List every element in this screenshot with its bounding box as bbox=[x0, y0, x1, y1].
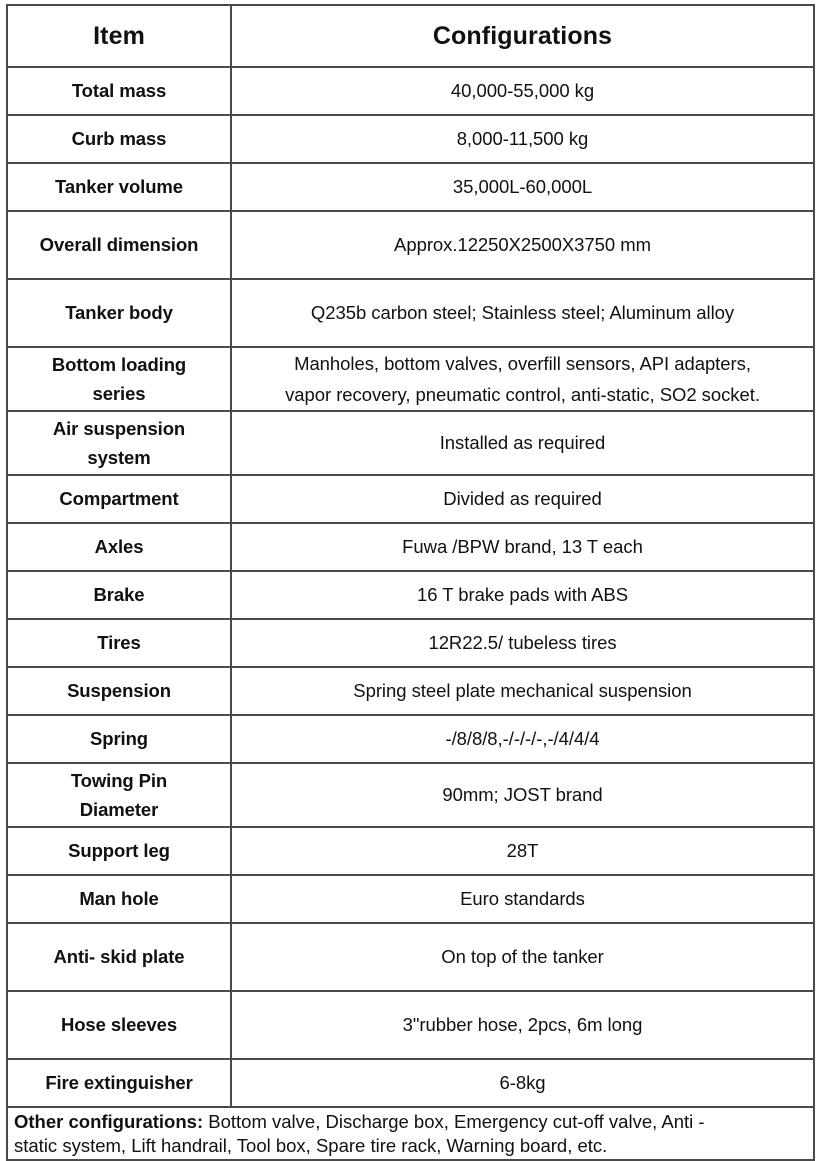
row-item-label bbox=[7, 875, 231, 923]
other-configurations-note bbox=[7, 1107, 814, 1160]
specification-table bbox=[6, 4, 815, 1161]
row-configuration-value bbox=[231, 571, 814, 619]
table-row bbox=[7, 211, 814, 279]
row-configuration-value bbox=[231, 67, 814, 115]
row-configuration-line: 16 T brake pads with ABS bbox=[417, 584, 628, 606]
row-item-line: Man hole bbox=[79, 888, 159, 910]
table-row bbox=[7, 115, 814, 163]
table-row bbox=[7, 1059, 814, 1107]
other-configurations-label: Other configurations: bbox=[14, 1111, 204, 1132]
row-configuration-value bbox=[231, 1059, 814, 1107]
row-item-line: system bbox=[87, 446, 151, 468]
row-item-label bbox=[7, 763, 231, 827]
table-row bbox=[7, 571, 814, 619]
table-row bbox=[7, 475, 814, 523]
table-row bbox=[7, 411, 814, 475]
table-row bbox=[7, 875, 814, 923]
row-configuration-line: 8,000-11,500 kg bbox=[456, 128, 589, 150]
row-configuration-line: On top of the tanker bbox=[441, 946, 604, 968]
row-configuration-value bbox=[231, 715, 814, 763]
table-row bbox=[7, 619, 814, 667]
row-item-line: Total mass bbox=[71, 80, 167, 102]
row-configuration-value bbox=[231, 163, 814, 211]
table-row bbox=[7, 667, 814, 715]
row-item-label bbox=[7, 667, 231, 715]
row-item-label bbox=[7, 163, 231, 211]
row-configuration-line: Spring steel plate mechanical suspension bbox=[353, 680, 692, 702]
table-footer-row bbox=[7, 1107, 814, 1160]
table-row bbox=[7, 827, 814, 875]
table-row bbox=[7, 523, 814, 571]
row-item-label bbox=[7, 279, 231, 347]
row-item-label bbox=[7, 991, 231, 1059]
row-item-line: Curb mass bbox=[71, 128, 167, 150]
row-configuration-line: Q235b carbon steel; Stainless steel; Aluminum alloy bbox=[310, 302, 735, 324]
row-configuration-line: 90mm; JOST brand bbox=[442, 784, 603, 806]
row-item-line: Spring bbox=[90, 728, 148, 750]
row-item-label bbox=[7, 715, 231, 763]
row-configuration-value bbox=[231, 475, 814, 523]
row-configuration-line: 35,000L-60,000L bbox=[452, 176, 593, 198]
row-configuration-line: 40,000-55,000 kg bbox=[450, 80, 595, 102]
row-item-label bbox=[7, 1059, 231, 1107]
row-item-label bbox=[7, 619, 231, 667]
row-item-line: Suspension bbox=[67, 680, 171, 702]
row-item-line: Compartment bbox=[59, 488, 179, 510]
row-item-label bbox=[7, 347, 231, 411]
table-body bbox=[7, 5, 814, 1160]
table-row bbox=[7, 279, 814, 347]
row-item-label bbox=[7, 827, 231, 875]
row-item-label bbox=[7, 923, 231, 991]
row-configuration-line: 3"rubber hose, 2pcs, 6m long bbox=[402, 1014, 643, 1036]
row-item-label bbox=[7, 523, 231, 571]
row-configuration-value bbox=[231, 763, 814, 827]
row-item-line: Brake bbox=[93, 584, 145, 606]
row-configuration-line: 6-8kg bbox=[499, 1072, 546, 1094]
row-item-label bbox=[7, 571, 231, 619]
row-configuration-value bbox=[231, 411, 814, 475]
row-item-label bbox=[7, 115, 231, 163]
row-configuration-line: -/8/8/8,-/-/-/-,-/4/4/4 bbox=[445, 728, 600, 750]
row-configuration-line: Fuwa /BPW brand, 13 T each bbox=[402, 536, 643, 558]
table-row bbox=[7, 763, 814, 827]
table-row bbox=[7, 163, 814, 211]
row-configuration-value bbox=[231, 667, 814, 715]
row-configuration-line: Approx.12250X2500X3750 mm bbox=[394, 234, 651, 256]
row-item-line: Fire extinguisher bbox=[45, 1072, 193, 1094]
row-item-line: Bottom loading bbox=[51, 353, 187, 375]
row-configuration-line: Euro standards bbox=[460, 888, 585, 910]
column-header-item: Item bbox=[7, 5, 231, 67]
row-configuration-value bbox=[231, 827, 814, 875]
row-configuration-value bbox=[231, 211, 814, 279]
table-row bbox=[7, 715, 814, 763]
row-item-line: Diameter bbox=[79, 798, 159, 820]
row-item-line: Support leg bbox=[68, 840, 170, 862]
row-item-label bbox=[7, 67, 231, 115]
row-item-line: Hose sleeves bbox=[60, 1014, 178, 1036]
table-row bbox=[7, 347, 814, 411]
column-header-configurations: Configurations bbox=[231, 5, 814, 67]
row-configuration-line: Manholes, bottom valves, overfill sensors, API adapters, bbox=[294, 352, 751, 374]
row-configuration-value bbox=[231, 991, 814, 1059]
row-configuration-line: 28T bbox=[506, 840, 539, 862]
row-item-label bbox=[7, 211, 231, 279]
row-item-line: Towing Pin bbox=[70, 769, 168, 791]
row-configuration-line: vapor recovery, pneumatic control, anti-static, SO2 socket. bbox=[285, 383, 760, 405]
other-configurations-line-1-rest: Bottom valve, Discharge box, Emergency cut-off valve, Anti - bbox=[203, 1111, 705, 1132]
row-configuration-line: Divided as required bbox=[443, 488, 602, 510]
table-header-row bbox=[7, 5, 814, 67]
row-item-line: Anti- skid plate bbox=[53, 946, 185, 968]
table-row bbox=[7, 67, 814, 115]
row-configuration-value bbox=[231, 115, 814, 163]
row-configuration-line: Installed as required bbox=[439, 432, 606, 454]
row-item-line: Tanker body bbox=[65, 302, 173, 324]
table-row bbox=[7, 923, 814, 991]
row-configuration-line: 12R22.5/ tubeless tires bbox=[428, 632, 617, 654]
row-configuration-value bbox=[231, 875, 814, 923]
row-item-line: Tires bbox=[97, 632, 141, 654]
row-configuration-value bbox=[231, 923, 814, 991]
row-configuration-value bbox=[231, 619, 814, 667]
row-configuration-value bbox=[231, 523, 814, 571]
row-item-line: Axles bbox=[94, 536, 144, 558]
table-row bbox=[7, 991, 814, 1059]
row-item-line: Overall dimension bbox=[39, 234, 199, 256]
row-configuration-value bbox=[231, 347, 814, 411]
other-configurations-line-1 bbox=[14, 1110, 807, 1134]
row-item-label bbox=[7, 475, 231, 523]
row-item-line: Tanker volume bbox=[55, 176, 183, 198]
row-configuration-value bbox=[231, 279, 814, 347]
row-item-label bbox=[7, 411, 231, 475]
row-item-line: Air suspension bbox=[52, 417, 186, 439]
row-item-line: series bbox=[92, 382, 146, 404]
other-configurations-line-2: static system, Lift handrail, Tool box, Spare tire rack, Warning board, etc. bbox=[14, 1134, 608, 1156]
